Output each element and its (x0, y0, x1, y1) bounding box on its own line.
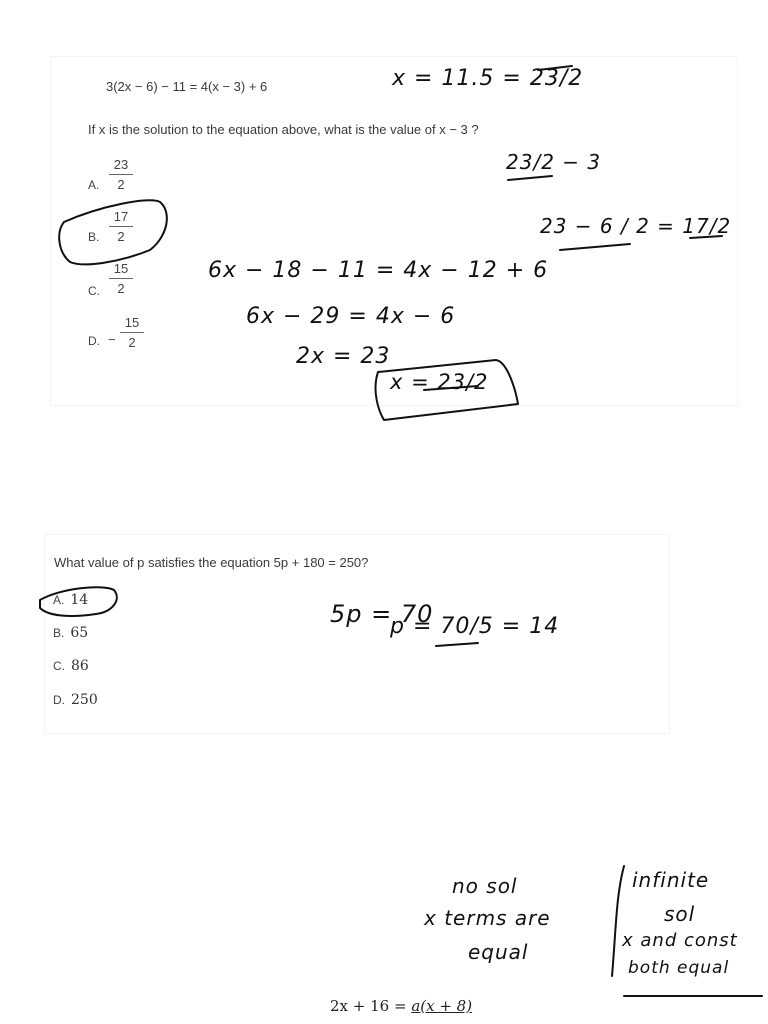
hw-note-left-2: x terms are (424, 906, 551, 930)
hw-sub-step: 23/2 − 3 (506, 150, 602, 174)
bottom-equation (330, 997, 472, 1015)
hw-line-2: 6x − 29 = 4x − 6 (246, 304, 456, 329)
hw-top-right: x = 11.5 = 23/2 (392, 66, 584, 91)
hw-result: 23 − 6 / 2 = 17/2 (540, 214, 732, 238)
q1-option-letter: C. (88, 284, 100, 298)
hw-q2-line-1: 5p = 70 (330, 600, 434, 628)
hw-note-right-1: infinite (632, 868, 710, 892)
q1-option-letter: B. (88, 230, 100, 244)
hw-note-left-3: equal (468, 940, 529, 964)
q1-option-fraction: 15 2 (106, 261, 136, 296)
q1-option-letter: D. (88, 334, 100, 348)
hw-note-right-3: x and const (622, 930, 738, 951)
hw-q2-line-2: p = 70/5 = 14 (390, 614, 560, 639)
hw-line-3: 2x = 23 (296, 344, 391, 369)
fraction-bar (560, 244, 630, 250)
hw-note-left-1: no sol (452, 874, 518, 898)
q2-option-letter: A. (53, 593, 65, 607)
q2-option-letter: D. (53, 693, 65, 707)
answer-a-circle (40, 587, 117, 616)
q1-option-fraction: 23 2 (106, 157, 136, 192)
bottom-equation-lhs: 2x + 16 = (330, 997, 412, 1015)
q2-option-value: 65 (70, 625, 89, 641)
hw-line-1: 6x − 18 − 11 = 4x − 12 + 6 (208, 258, 549, 283)
q1-option-sign: − (108, 332, 116, 347)
q2-option-letter: B. (53, 626, 65, 640)
bottom-equation-rhs: a(x + 8) (411, 997, 473, 1015)
q1-option-fraction: 17 2 (106, 209, 136, 244)
fraction-bar (508, 176, 552, 180)
q2-option-value: 250 (71, 692, 98, 708)
hw-note-right-4: both equal (628, 958, 730, 978)
answer-b-circle (59, 200, 167, 264)
q1-equation: 3(2x − 6) − 11 = 4(x − 3) + 6 (106, 79, 268, 94)
q2-question-text: What value of p satisfies the equation 5p + 180 = 250? (54, 555, 369, 570)
q2-option-letter: C. (53, 659, 65, 673)
q2-option-value: 86 (71, 658, 89, 674)
note-bracket (612, 866, 624, 976)
hw-note-right-2: sol (664, 902, 696, 926)
q1-option-fraction: 15 2 (117, 315, 147, 350)
q1-option-letter: A. (88, 178, 100, 192)
q1-question-text: If x is the solution to the equation above, what is the value of x − 3 ? (88, 122, 479, 137)
fraction-bar (436, 643, 478, 646)
hw-boxed-answer: x = 23/2 (390, 370, 489, 394)
q2-option-value: 14 (70, 592, 89, 608)
